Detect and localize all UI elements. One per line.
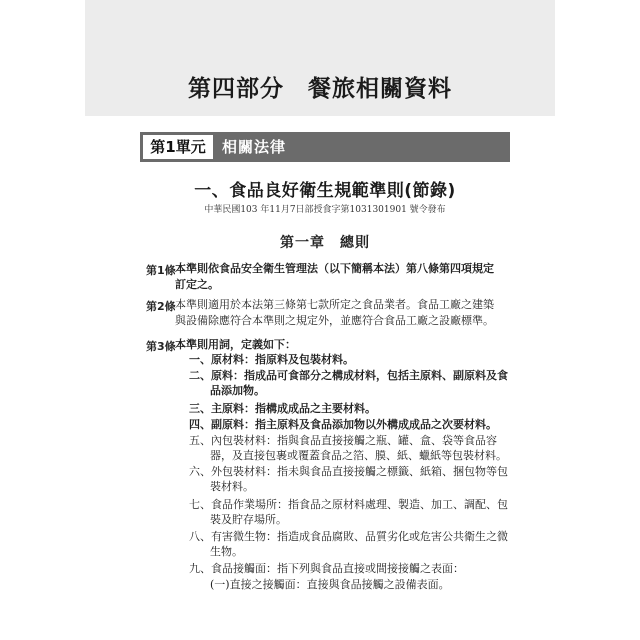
- unit-title: 相關法律: [222, 138, 287, 156]
- article-label: 第2條: [146, 300, 176, 313]
- article-text-line: 本準則適用於本法第三條第七款所定之食品業者。食品工廠之建築: [175, 298, 494, 311]
- article-intro: 本準則用詞，定義如下：: [175, 338, 296, 351]
- definition-item: 九、食品接觸面：指下列與食品直接或間接接觸之表面：: [189, 562, 464, 575]
- definition-item-cont: 器，及直接包裹或覆蓋食品之箔、膜、紙、蠟紙等包裝材料。: [210, 449, 507, 462]
- definition-item: 三、主原料：指構成成品之主要材料。: [189, 402, 376, 415]
- article-text-line: 訂定之。: [175, 278, 219, 291]
- definition-item: 七、食品作業場所：指食品之原材料處理、製造、加工、調配、包: [189, 498, 508, 511]
- definition-item-cont: 裝及貯存場所。: [210, 513, 287, 526]
- definition-item-cont: 裝材料。: [210, 480, 254, 493]
- section-title: 一、食品良好衛生規範準則(節錄): [194, 181, 456, 201]
- article-label: 第3條: [146, 340, 176, 353]
- definition-subitem: (一)直接之接觸面：直接與食品接觸之設備表面。: [210, 578, 450, 591]
- chapter-title: 第一章 總則: [280, 235, 370, 251]
- decree-line: 中華民國103 年11月7日部授食字第1031301901 號令發布: [204, 205, 446, 215]
- definition-item: 四、副原料：指主原料及食品添加物以外構成成品之次要材料。: [189, 418, 497, 431]
- article-text-line: 本準則依食品安全衛生管理法（以下簡稱本法）第八條第四項規定: [175, 262, 494, 275]
- definition-item: 八、有害微生物：指造成食品腐敗、品質劣化或危害公共衛生之微: [189, 530, 508, 543]
- part-title: 第四部分 餐旅相關資料: [188, 76, 452, 102]
- definition-item: 二、原料：指成品可食部分之構成材料，包括主原料、副原料及食: [189, 369, 508, 382]
- unit-label: 第1單元: [143, 135, 213, 159]
- article-text-line: 與設備除應符合本準則之規定外，並應符合食品工廠之設廠標準。: [175, 314, 494, 327]
- definition-item: 五、內包裝材料：指與食品直接接觸之瓶、罐、盒、袋等食品容: [189, 434, 497, 447]
- definition-item: 六、外包裝材料：指未與食品直接接觸之標籤、紙箱、捆包物等包: [189, 465, 508, 478]
- definition-item-cont: 品添加物。: [210, 384, 265, 397]
- article-label: 第1條: [146, 264, 176, 277]
- definition-item: 一、原材料：指原料及包裝材料。: [189, 353, 354, 366]
- definition-item-cont: 生物。: [210, 545, 243, 558]
